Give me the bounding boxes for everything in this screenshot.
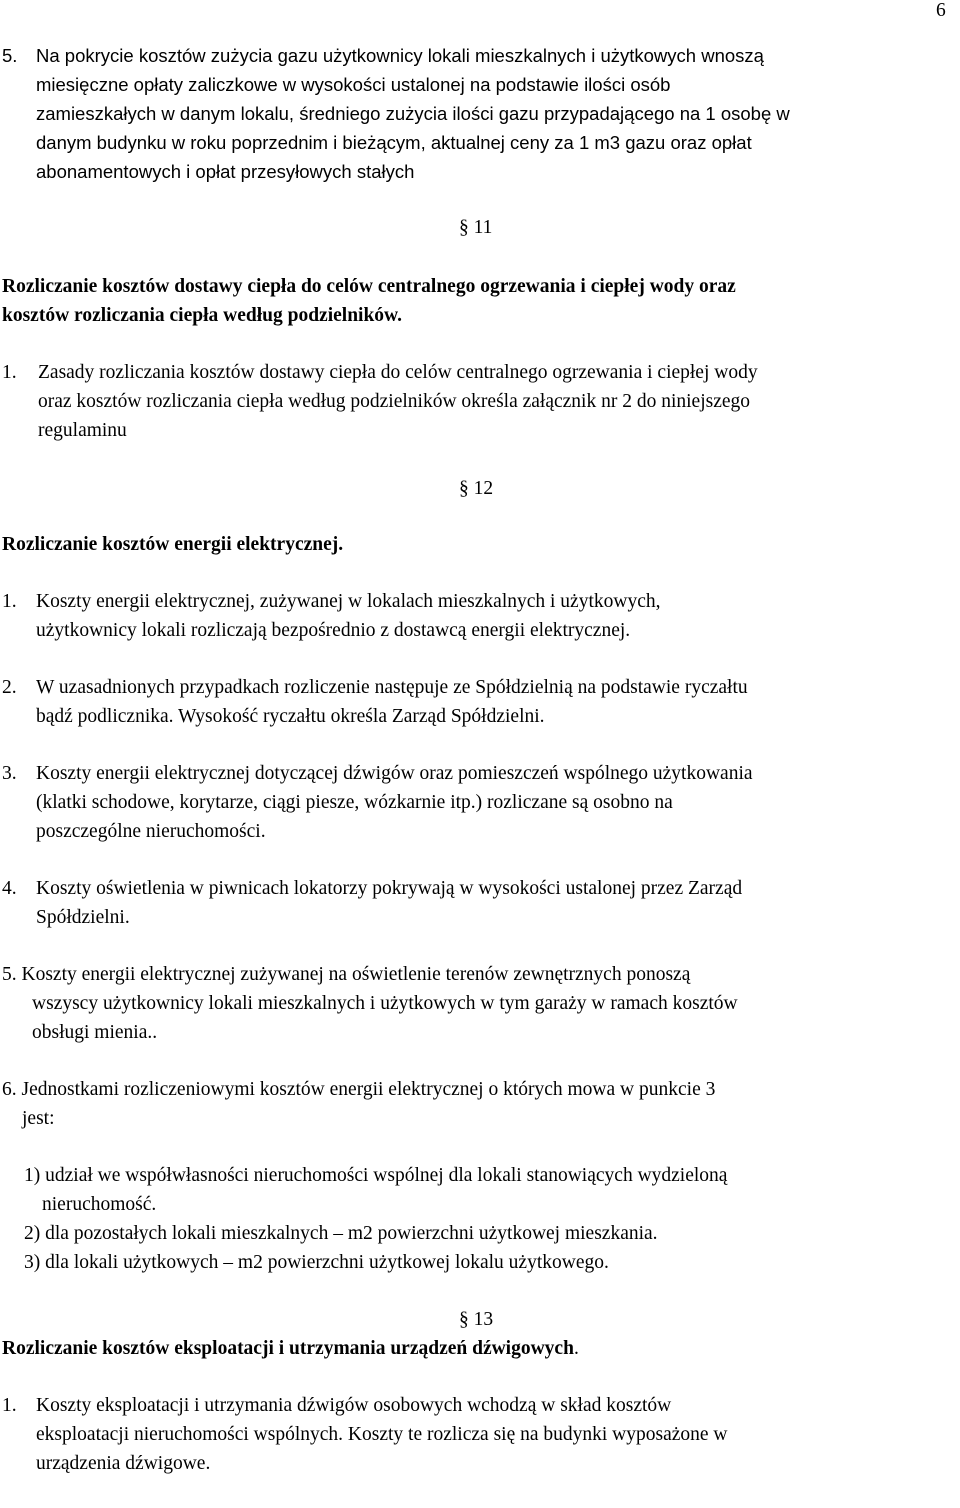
section-title: kosztów rozliczania ciepła według podzielników. — [2, 305, 402, 326]
item-number: 1. — [2, 362, 17, 383]
section-title: Rozliczanie kosztów dostawy ciepła do celów centralnego ogrzewania i ciepłej wody oraz — [2, 276, 736, 297]
paragraph-line: abonamentowych i opłat przesyłowych stałych — [36, 161, 415, 182]
item-line: regulaminu — [38, 420, 127, 441]
section-title-text: Rozliczanie kosztów eksploatacji i utrzymania urządzeń dźwigowych — [2, 1338, 574, 1359]
sub-item-line: 2) dla pozostałych lokali mieszkalnych – m2 powierzchni użytkowej mieszkania. — [24, 1223, 658, 1244]
sub-item-line: nieruchomość. — [42, 1194, 157, 1215]
item-line: Koszty energii elektrycznej, zużywanej w lokalach mieszkalnych i użytkowych, — [36, 591, 661, 612]
section-sign: § 13 — [459, 1309, 494, 1330]
item-line: (klatki schodowe, korytarze, ciągi piesze, wózkarnie itp.) rozliczane są osobno na — [36, 792, 673, 813]
paragraph-line: miesięczne opłaty zaliczkowe w wysokości ustalonej na podstawie ilości osób — [36, 74, 671, 95]
section-sign: § 12 — [459, 478, 494, 499]
item-line: eksploatacji nieruchomości wspólnych. Koszty te rozlicza się na budynki wyposażone w — [36, 1424, 728, 1445]
paragraph-number: 5. — [2, 45, 18, 66]
item-number: 3. — [2, 763, 17, 784]
item-line: oraz kosztów rozliczania ciepła według podzielników określa załącznik nr 2 do niniejszego — [38, 391, 751, 412]
item-number: 4. — [2, 878, 17, 899]
item-line: Koszty eksploatacji i utrzymania dźwigów osobowych wchodzą w skład kosztów — [36, 1395, 672, 1416]
item-number: 1. — [2, 591, 17, 612]
paragraph-line: danym budynku w roku poprzednim i bieżącym, aktualnej ceny za 1 m3 gazu oraz opłat — [36, 132, 752, 153]
item-line: obsługi mienia.. — [32, 1022, 158, 1043]
section-title — [2, 1334, 579, 1363]
item-line: Spółdzielni. — [36, 907, 130, 928]
item-number: 2. — [2, 677, 17, 698]
paragraph-line: zamieszkałych w danym lokalu, średniego zużycia ilości gazu przypadającego na 1 osobę w — [36, 103, 790, 124]
item-line: Zasady rozliczania kosztów dostawy ciepła do celów centralnego ogrzewania i ciepłej wody — [38, 362, 758, 383]
section-title: Rozliczanie kosztów energii elektrycznej. — [2, 534, 344, 555]
item-line: W uzasadnionych przypadkach rozliczenie następuje ze Spółdzielnią na podstawie ryczałtu — [36, 677, 748, 698]
sub-item-line: 1) udział we współwłasności nieruchomości wspólnej dla lokali stanowiących wydzieloną — [24, 1165, 728, 1186]
item-line: Koszty oświetlenia w piwnicach lokatorzy pokrywają w wysokości ustalonej przez Zarząd — [36, 878, 743, 899]
section-title-period: . — [573, 1338, 579, 1359]
item-line: poszczególne nieruchomości. — [36, 821, 266, 842]
section-sign: § 11 — [459, 217, 493, 238]
paragraph-line: Na pokrycie kosztów zużycia gazu użytkownicy lokali mieszkalnych i użytkowych wnoszą — [36, 45, 764, 66]
page-number: 6 — [936, 0, 946, 21]
item-line: użytkownicy lokali rozliczają bezpośrednio z dostawcą energii elektrycznej. — [36, 620, 631, 641]
item-line: jest: — [22, 1108, 55, 1129]
item-line: wszyscy użytkownicy lokali mieszkalnych i użytkowych w tym garaży w ramach kosztów — [32, 993, 738, 1014]
item-line: Koszty energii elektrycznej dotyczącej dźwigów oraz pomieszczeń wspólnego użytkowania — [36, 763, 753, 784]
item-number: 1. — [2, 1395, 17, 1416]
item-line: 5. Koszty energii elektrycznej zużywanej na oświetlenie terenów zewnętrznych ponoszą — [2, 964, 691, 985]
item-line: 6. Jednostkami rozliczeniowymi kosztów energii elektrycznej o których mowa w punkcie 3 — [2, 1079, 716, 1100]
sub-item-line: 3) dla lokali użytkowych – m2 powierzchni użytkowej lokalu użytkowego. — [24, 1252, 609, 1273]
item-line: bądź podlicznika. Wysokość ryczałtu określa Zarząd Spółdzielni. — [36, 706, 545, 727]
item-line: urządzenia dźwigowe. — [36, 1453, 211, 1474]
